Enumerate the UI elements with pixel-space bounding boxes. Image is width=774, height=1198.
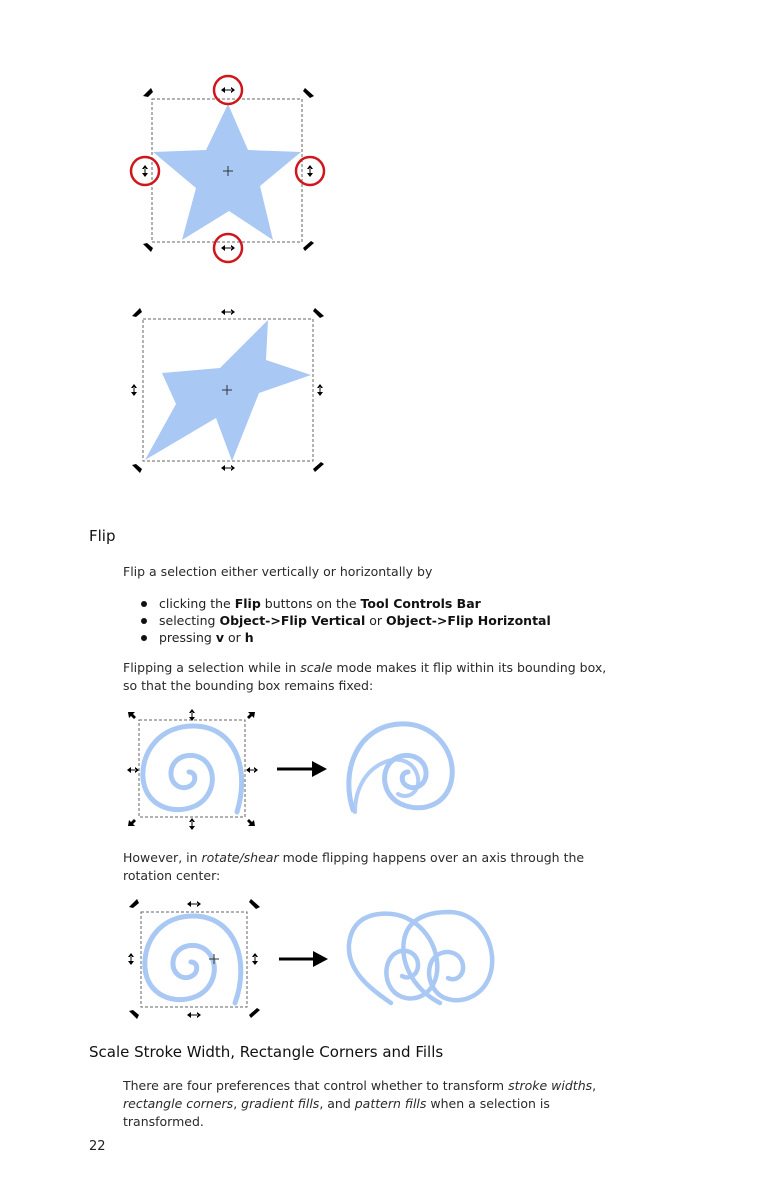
list-item: clicking the Flip buttons on the Tool Controls Bar bbox=[139, 595, 659, 612]
scale-section-heading: Scale Stroke Width, Rectangle Corners and Fills bbox=[89, 1043, 444, 1061]
arrow-right-icon bbox=[277, 761, 327, 777]
star-shape bbox=[153, 104, 301, 240]
skewed-star-figure bbox=[125, 305, 335, 475]
arrow-right-icon bbox=[279, 951, 328, 967]
scale-section-paragraph: There are four preferences that control whether to transform stroke widths, rectangle corners, gradient fills, and pattern fills when a selection is transformed. bbox=[123, 1078, 597, 1129]
star-skew-handles-figure bbox=[125, 70, 335, 270]
rotate-mode-paragraph: However, in rotate/shear mode flipping happens over an axis through the rotation center: bbox=[123, 850, 585, 883]
scale-mode-flip-figure bbox=[122, 706, 482, 830]
scale-mode-paragraph: Flipping a selection while in scale mode makes it flip within its bounding box, so that the bounding box remains fixed: bbox=[123, 660, 607, 693]
flip-heading: Flip bbox=[89, 527, 116, 545]
spiral-shape bbox=[143, 726, 242, 812]
rotate-mode-flip-figure bbox=[122, 896, 502, 1020]
spiral-shape bbox=[145, 916, 241, 1003]
flip-intro: Flip a selection either vertically or horizontally by bbox=[123, 564, 433, 579]
list-item: pressing v or h bbox=[139, 629, 659, 646]
page-number: 22 bbox=[89, 1139, 106, 1154]
list-item: selecting Object->Flip Vertical or Object->Flip Horizontal bbox=[139, 612, 659, 629]
flip-methods-list bbox=[139, 595, 659, 646]
